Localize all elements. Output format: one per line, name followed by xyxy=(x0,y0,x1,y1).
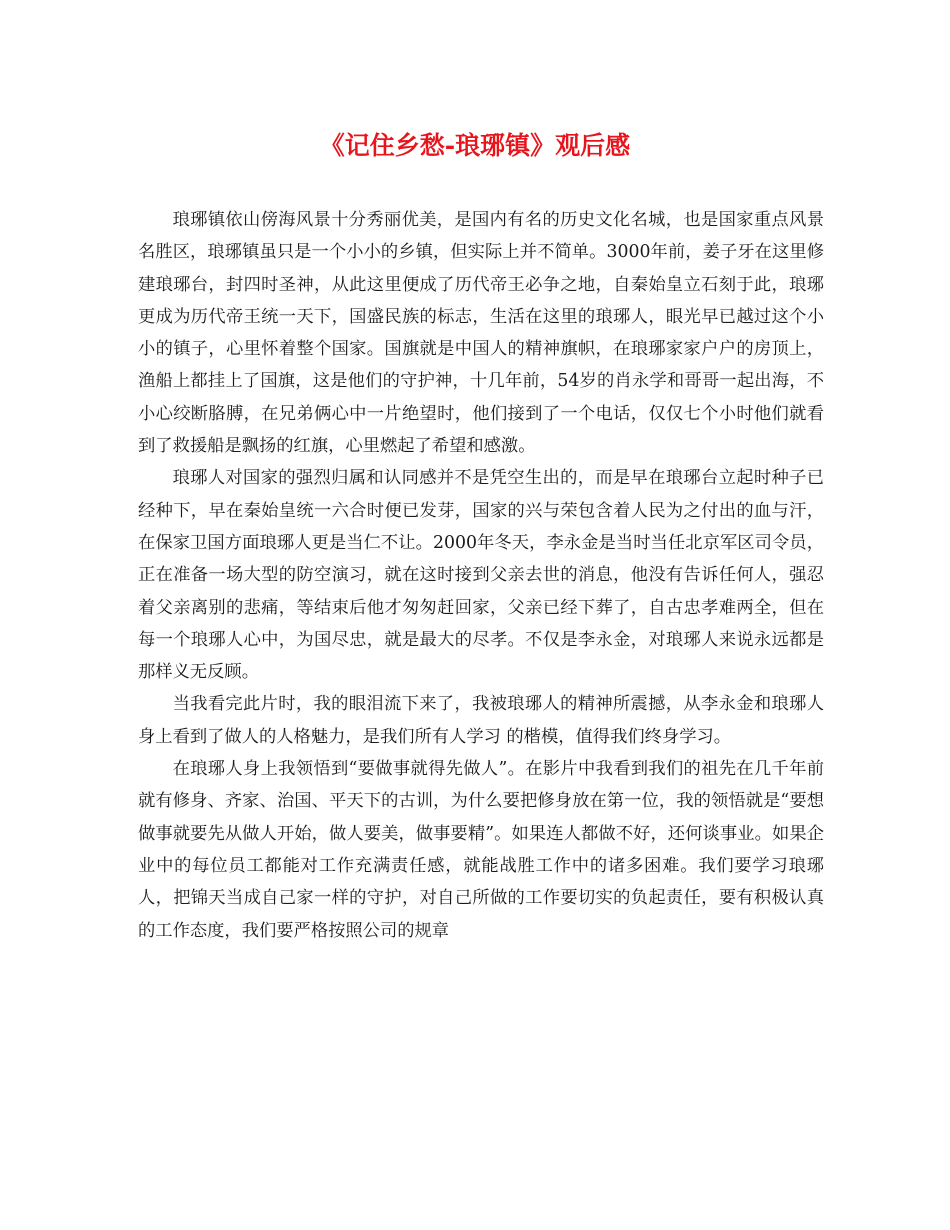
paragraph-2: 琅琊人对国家的强烈归属和认同感并不是凭空生出的，而是早在琅琊台立起时种子已经种下，早在秦始皇统一六合时便已发芽，国家的兴与荣包含着人民为之付出的血与汗，在保家卫国方面琅琊人更是当仁不让。2000年冬天，李永金是当时当任北京军区司令员，正在准备一场大型的防空演习，就在这时接到父亲去世的消息，他没有告诉任何人，强忍着父亲离别的悲痛，等结束后他才匆匆赶回家，父亲已经下葬了，自古忠孝难两全，但在每一个琅琊人心中，为国尽忠，就是最大的尽孝。不仅是李永金，对琅琊人来说永远都是那样义无反顾。 xyxy=(138,468,824,683)
document-body xyxy=(138,204,824,947)
paragraph-3: 当我看完此片时，我的眼泪流下来了，我被琅琊人的精神所震撼，从李永金和琅琊人身上看到了做人的人格魅力，是我们所有人学习 的楷模，值得我们终身学习。 xyxy=(138,694,824,747)
paragraph-1: 琅琊镇依山傍海风景十分秀丽优美，是国内有名的历史文化名城，也是国家重点风景名胜区，琅琊镇虽只是一个小小的乡镇，但实际上并不简单。3000年前，姜子牙在这里修建琅琊台，封四时圣神，从此这里便成了历代帝王必争之地，自秦始皇立石刻于此，琅琊更成为历代帝王统一天下，国盛民族的标志，生活在这里的琅琊人，眼光早已越过这个小小的镇子，心里怀着整个国家。国旗就是中国人的精神旗帜，在琅琊家家户户的房顶上，渔船上都挂上了国旗，这是他们的守护神，十几年前，54岁的肖永学和哥哥一起出海，不小心绞断胳膊，在兄弟俩心中一片绝望时，他们接到了一个电话，仅仅七个小时他们就看到了救援船是飘扬的红旗，心里燃起了希望和感激。 xyxy=(138,210,824,457)
page-title: 《记住乡愁-琅琊镇》观后感 xyxy=(319,131,631,160)
paragraph-4: 在琅琊人身上我领悟到“要做事就得先做人”。在影片中我看到我们的祖先在几千年前就有修身、齐家、治国、平天下的古训，为什么要把修身放在第一位，我的领悟就是“要想做事就要先从做人开始，做人要美，做事要精”。如果连人都做不好，还何谈事业。如果企业中的每位员工都能对工作充满责任感，就能战胜工作中的诸多困难。我们要学习琅琊人，把锦天当成自己家一样的守护，对自己所做的工作要切实的负起责任，要有积极认真的工作态度，我们要严格按照公司的规章 xyxy=(138,759,824,941)
